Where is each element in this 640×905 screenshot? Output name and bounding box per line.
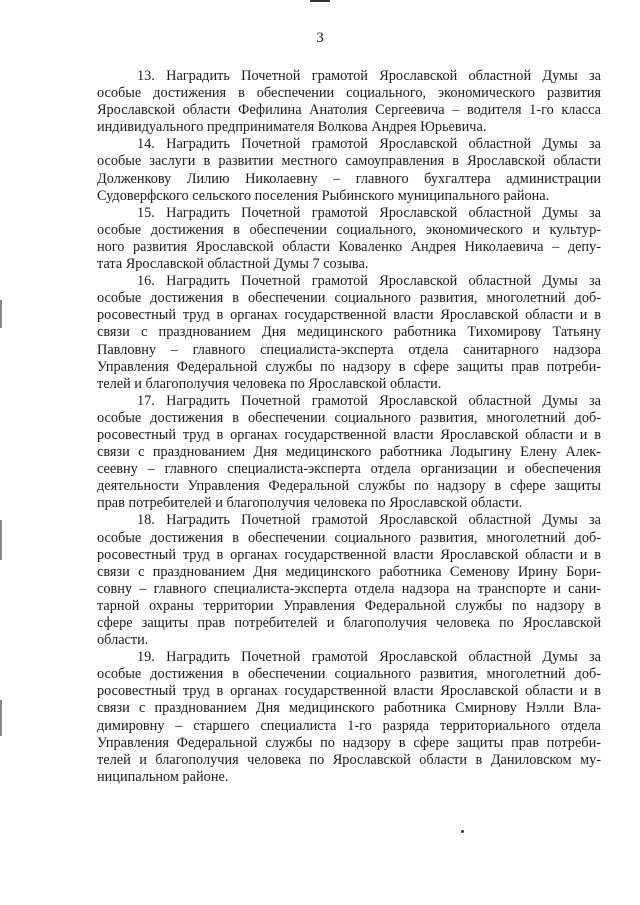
paragraph-item-13 <box>97 68 601 136</box>
paragraph-line: Судоверфского сельского поселения Рыбинского муниципального района. <box>97 187 550 204</box>
paragraph-line: деятельности Управления Федеральной службы по надзору в сфере защиты <box>97 478 601 495</box>
paragraph-line: 16. Наградить Почетной грамотой Ярославской областной Думы за <box>137 273 601 290</box>
paragraph-line: 13. Наградить Почетной грамотой Ярославской областной Думы за <box>137 68 601 84</box>
paragraph-line: Управления Федеральной службы по надзору в сфере защиты прав потреби- <box>97 734 601 751</box>
paragraph-line: телей и благополучия человека по Ярославской области. <box>97 375 442 392</box>
paragraph-line: индивидуального предпринимателя Волкова Андрея Юрьевича. <box>97 119 487 136</box>
paragraph-item-17 <box>97 393 601 513</box>
paragraph-line: особые заслуги в развитии местного самоуправления в Ярославской области <box>97 153 601 170</box>
paragraph-line: 14. Наградить Почетной грамотой Ярославской областной Думы за <box>137 136 601 153</box>
paragraph-line: ниципальном районе. <box>97 768 229 785</box>
document-body <box>97 68 601 786</box>
paragraph-line: росовестный труд в органах государственной власти Ярославской области и в <box>97 683 601 700</box>
paragraph-line: Управления Федеральной службы по надзору в сфере защиты прав потреби- <box>97 358 601 375</box>
paragraph-line: 18. Наградить Почетной грамотой Ярославской областной Думы за <box>137 512 601 529</box>
paragraph-line: 19. Наградить Почетной грамотой Ярославской областной Думы за <box>137 649 601 666</box>
paragraph-line: ного развития Ярославской области Коваленко Андрея Николаевича – депу- <box>97 238 601 255</box>
paragraph-line: Павловну – главного специалиста-эксперта отдела санитарного надзора <box>97 341 601 358</box>
paragraph-item-14 <box>97 136 601 204</box>
paragraph-line: димировну – старшего специалиста 1-го разряда территориального отдела <box>97 717 601 734</box>
scan-mark <box>310 0 330 2</box>
scan-dot <box>461 830 464 833</box>
paragraph-line: связи с празднованием Дня медицинского работника Лодыгину Елену Алек- <box>97 444 601 461</box>
paragraph-line: тарной охраны территории Управления Федеральной службы по надзору в <box>97 597 601 614</box>
paragraph-item-15 <box>97 205 601 273</box>
paragraph-line: особые достижения в обеспечении социального, экономического и культур- <box>97 221 601 238</box>
paragraph-line: особые достижения в обеспечении социального развития, многолетний доб- <box>97 290 601 307</box>
paragraph-line: связи с празднованием Дня медицинского работника Тихомирову Татьяну <box>97 324 601 341</box>
paragraph-line: особые достижения в обеспечении социального развития, многолетний доб- <box>97 529 601 546</box>
paragraph-line: телей и благополучия человека по Ярославской области в Даниловском му- <box>97 751 601 768</box>
paragraph-line: тата Ярославской областной Думы 7 созыва. <box>97 256 369 273</box>
paragraph-line: 15. Наградить Почетной грамотой Ярославской областной Думы за <box>137 204 601 221</box>
paragraph-line: особые достижения в обеспечении социального развития, многолетний доб- <box>97 409 601 426</box>
paragraph-line: росовестный труд в органах государственной власти Ярославской области и в <box>97 546 601 563</box>
scan-edge-mark <box>0 300 2 328</box>
paragraph-line: сеевну – главного специалиста-эксперта отдела организации и обеспечения <box>97 461 601 478</box>
paragraph-line: совну – главного специалиста-эксперта отдела надзора на транспорте и сани- <box>97 580 601 597</box>
paragraph-line: особые достижения в обеспечении социального развития, многолетний доб- <box>97 666 601 683</box>
page-number: 3 <box>316 30 324 46</box>
paragraph-line: прав потребителей и благополучия человека по Ярославской области. <box>97 495 523 512</box>
paragraph-line: области. <box>97 632 149 649</box>
paragraph-line: росовестный труд в органах государственной власти Ярославской области и в <box>97 307 601 324</box>
paragraph-line: росовестный труд в органах государственной власти Ярославской области и в <box>97 426 601 443</box>
paragraph-line: сфере защиты прав потребителей и благополучия человека по Ярославской <box>97 615 601 631</box>
paragraph-line: 17. Наградить Почетной грамотой Ярославской областной Думы за <box>137 392 601 409</box>
paragraph-line: связи с празднованием Дня медицинского работника Смирнову Нэлли Вла- <box>97 700 601 717</box>
scan-edge-mark <box>0 520 2 560</box>
paragraph-item-16 <box>97 273 601 393</box>
scan-edge-mark <box>0 700 2 736</box>
paragraph-item-18 <box>97 512 601 649</box>
paragraph-line: Ярославской области Фефилина Анатолия Сергеевича – водителя 1-го класса <box>97 102 601 119</box>
paragraph-line: Долженкову Лилию Николаевну – главного бухгалтера администрации <box>97 170 601 187</box>
paragraph-item-19 <box>97 649 601 786</box>
paragraph-line: связи с празднованием Дня медицинского работника Семенову Ирину Бори- <box>97 563 601 580</box>
paragraph-line: особые достижения в обеспечении социального, экономического развития <box>97 85 601 102</box>
